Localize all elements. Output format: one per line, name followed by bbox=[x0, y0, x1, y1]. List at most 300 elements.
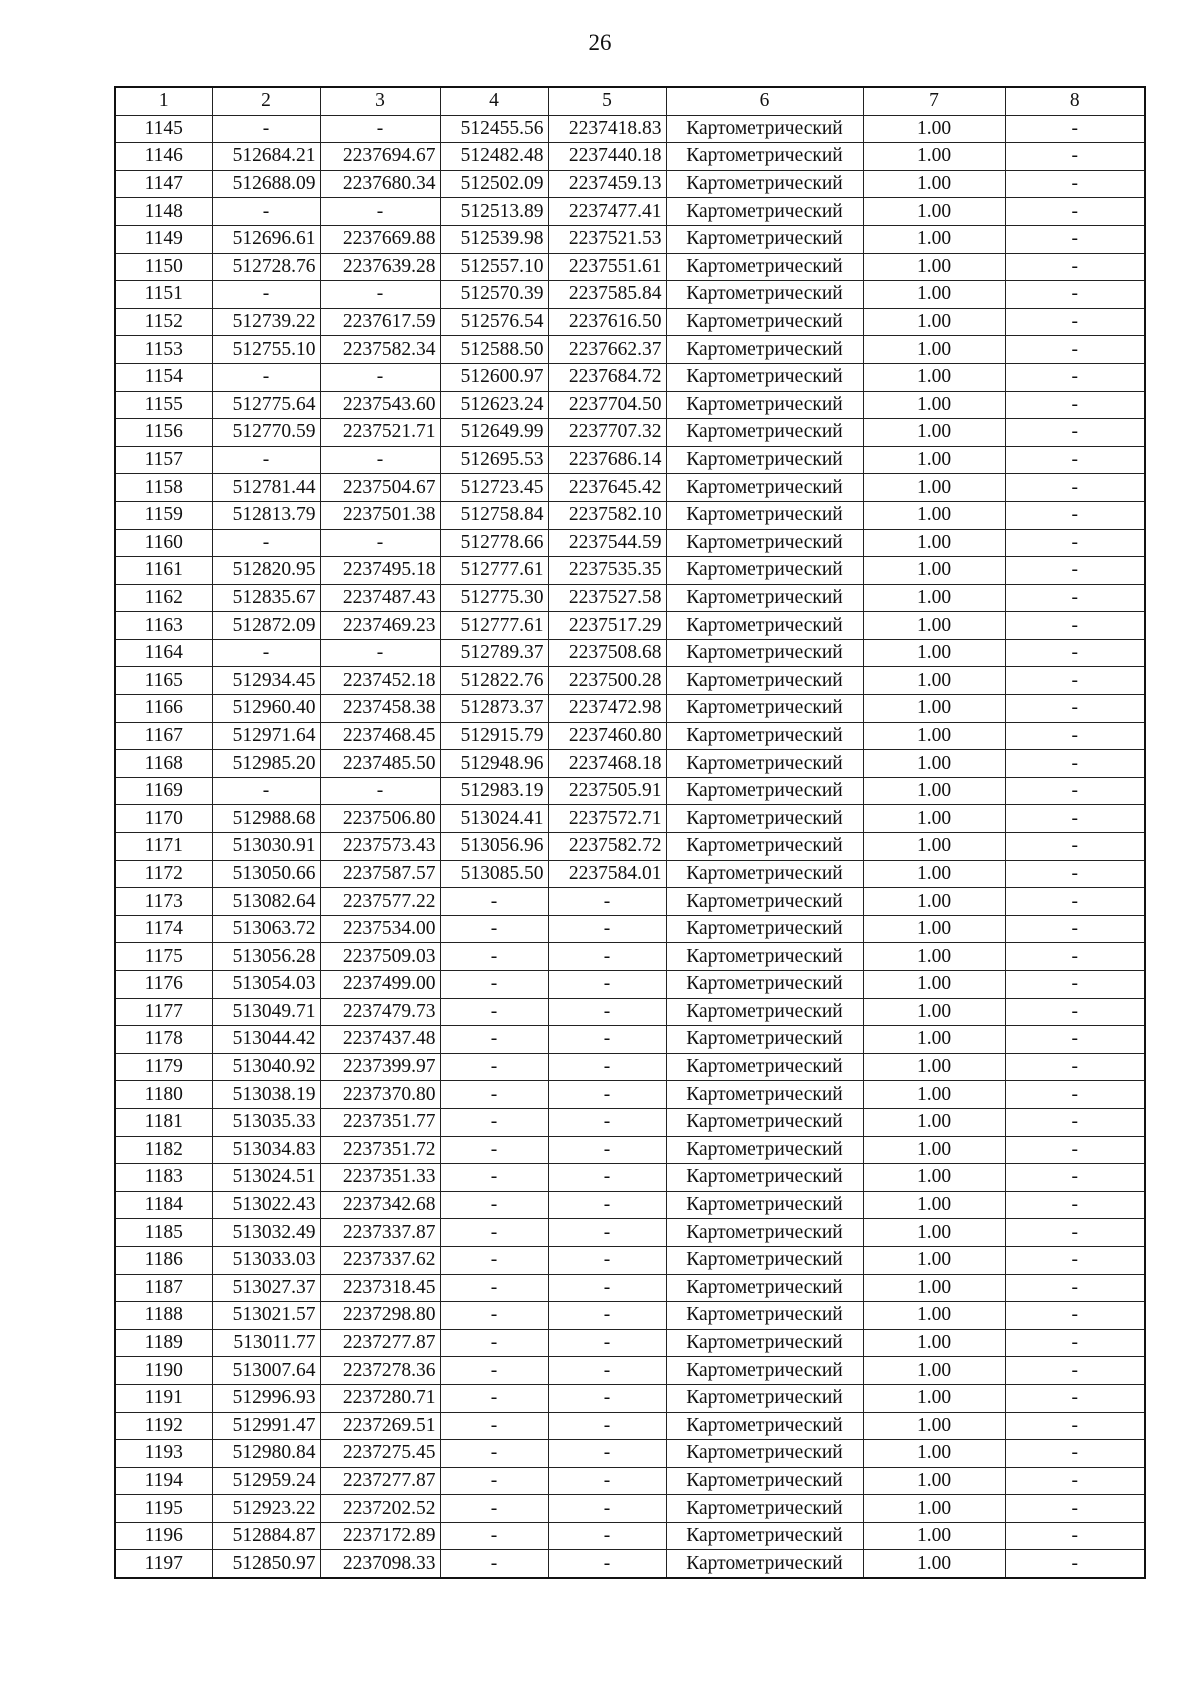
table-row bbox=[115, 1412, 1145, 1440]
cell-existing-y: 2237098.33 bbox=[320, 1550, 440, 1578]
table-row bbox=[115, 1246, 1145, 1274]
cell-point-number: 1159 bbox=[115, 501, 212, 529]
cell-new-x: - bbox=[440, 1274, 548, 1302]
cell-new-y: - bbox=[548, 1026, 666, 1054]
cell-new-y: - bbox=[548, 1329, 666, 1357]
cell-note: - bbox=[1005, 777, 1145, 805]
table-row bbox=[115, 419, 1145, 447]
cell-note: - bbox=[1005, 1274, 1145, 1302]
cell-method: Картометрический bbox=[666, 612, 863, 640]
table-row bbox=[115, 667, 1145, 695]
cell-method: Картометрический bbox=[666, 860, 863, 888]
column-header-1: 1 bbox=[115, 87, 212, 115]
cell-new-x: 513024.41 bbox=[440, 805, 548, 833]
table-row bbox=[115, 391, 1145, 419]
cell-existing-y: 2237495.18 bbox=[320, 557, 440, 585]
cell-precision: 1.00 bbox=[863, 971, 1005, 999]
cell-existing-x: 512820.95 bbox=[212, 557, 320, 585]
cell-method: Картометрический bbox=[666, 1550, 863, 1578]
cell-existing-y: 2237534.00 bbox=[320, 915, 440, 943]
cell-new-x: 512576.54 bbox=[440, 308, 548, 336]
cell-point-number: 1175 bbox=[115, 943, 212, 971]
cell-new-y: 2237505.91 bbox=[548, 777, 666, 805]
cell-method: Картометрический bbox=[666, 971, 863, 999]
cell-precision: 1.00 bbox=[863, 833, 1005, 861]
cell-note: - bbox=[1005, 750, 1145, 778]
cell-method: Картометрический bbox=[666, 888, 863, 916]
cell-existing-y: - bbox=[320, 639, 440, 667]
cell-new-x: 512600.97 bbox=[440, 363, 548, 391]
cell-new-x: 512789.37 bbox=[440, 639, 548, 667]
cell-method: Картометрический bbox=[666, 1495, 863, 1523]
cell-point-number: 1170 bbox=[115, 805, 212, 833]
cell-existing-y: 2237337.62 bbox=[320, 1246, 440, 1274]
cell-existing-x: 512688.09 bbox=[212, 170, 320, 198]
cell-precision: 1.00 bbox=[863, 1219, 1005, 1247]
cell-new-x: - bbox=[440, 1440, 548, 1468]
cell-note: - bbox=[1005, 722, 1145, 750]
cell-existing-y: 2237298.80 bbox=[320, 1302, 440, 1330]
cell-precision: 1.00 bbox=[863, 557, 1005, 585]
cell-new-y: - bbox=[548, 1219, 666, 1247]
cell-method: Картометрический bbox=[666, 1108, 863, 1136]
cell-new-x: 512570.39 bbox=[440, 281, 548, 309]
cell-new-x: - bbox=[440, 1412, 548, 1440]
cell-point-number: 1152 bbox=[115, 308, 212, 336]
cell-new-x: - bbox=[440, 1053, 548, 1081]
cell-note: - bbox=[1005, 667, 1145, 695]
cell-note: - bbox=[1005, 170, 1145, 198]
cell-new-x: - bbox=[440, 1026, 548, 1054]
cell-precision: 1.00 bbox=[863, 860, 1005, 888]
cell-new-x: - bbox=[440, 971, 548, 999]
cell-existing-x: 512728.76 bbox=[212, 253, 320, 281]
cell-precision: 1.00 bbox=[863, 225, 1005, 253]
cell-point-number: 1147 bbox=[115, 170, 212, 198]
cell-existing-x: 512980.84 bbox=[212, 1440, 320, 1468]
cell-point-number: 1148 bbox=[115, 198, 212, 226]
cell-method: Картометрический bbox=[666, 1081, 863, 1109]
cell-note: - bbox=[1005, 308, 1145, 336]
cell-point-number: 1166 bbox=[115, 695, 212, 723]
cell-precision: 1.00 bbox=[863, 1384, 1005, 1412]
cell-new-x: 512983.19 bbox=[440, 777, 548, 805]
cell-new-x: 512539.98 bbox=[440, 225, 548, 253]
cell-new-y: 2237508.68 bbox=[548, 639, 666, 667]
cell-precision: 1.00 bbox=[863, 363, 1005, 391]
cell-method: Картометрический bbox=[666, 391, 863, 419]
cell-existing-x: 513056.28 bbox=[212, 943, 320, 971]
cell-point-number: 1158 bbox=[115, 474, 212, 502]
cell-precision: 1.00 bbox=[863, 1191, 1005, 1219]
table-header-row bbox=[115, 87, 1145, 115]
cell-note: - bbox=[1005, 336, 1145, 364]
cell-new-y: - bbox=[548, 1550, 666, 1578]
cell-note: - bbox=[1005, 1302, 1145, 1330]
table-row bbox=[115, 170, 1145, 198]
cell-method: Картометрический bbox=[666, 225, 863, 253]
cell-new-y: 2237468.18 bbox=[548, 750, 666, 778]
cell-existing-y: 2237202.52 bbox=[320, 1495, 440, 1523]
cell-precision: 1.00 bbox=[863, 750, 1005, 778]
table-row bbox=[115, 1136, 1145, 1164]
cell-note: - bbox=[1005, 1550, 1145, 1578]
cell-method: Картометрический bbox=[666, 363, 863, 391]
cell-precision: 1.00 bbox=[863, 943, 1005, 971]
cell-existing-x: 512755.10 bbox=[212, 336, 320, 364]
cell-new-y: - bbox=[548, 1164, 666, 1192]
cell-existing-x: 513038.19 bbox=[212, 1081, 320, 1109]
cell-existing-y: 2237639.28 bbox=[320, 253, 440, 281]
cell-point-number: 1177 bbox=[115, 998, 212, 1026]
cell-note: - bbox=[1005, 1384, 1145, 1412]
cell-note: - bbox=[1005, 363, 1145, 391]
cell-point-number: 1176 bbox=[115, 971, 212, 999]
column-header-8: 8 bbox=[1005, 87, 1145, 115]
cell-existing-x: 513024.51 bbox=[212, 1164, 320, 1192]
cell-point-number: 1173 bbox=[115, 888, 212, 916]
cell-note: - bbox=[1005, 253, 1145, 281]
cell-precision: 1.00 bbox=[863, 115, 1005, 143]
cell-note: - bbox=[1005, 1246, 1145, 1274]
cell-existing-y: 2237543.60 bbox=[320, 391, 440, 419]
cell-existing-y: 2237468.45 bbox=[320, 722, 440, 750]
cell-new-x: - bbox=[440, 1108, 548, 1136]
cell-new-x: - bbox=[440, 1164, 548, 1192]
cell-existing-x: 513007.64 bbox=[212, 1357, 320, 1385]
cell-precision: 1.00 bbox=[863, 777, 1005, 805]
cell-existing-x: 513033.03 bbox=[212, 1246, 320, 1274]
cell-method: Картометрический bbox=[666, 501, 863, 529]
cell-point-number: 1157 bbox=[115, 446, 212, 474]
cell-existing-y: 2237521.71 bbox=[320, 419, 440, 447]
cell-existing-x: 513034.83 bbox=[212, 1136, 320, 1164]
cell-method: Картометрический bbox=[666, 115, 863, 143]
cell-method: Картометрический bbox=[666, 281, 863, 309]
cell-point-number: 1184 bbox=[115, 1191, 212, 1219]
cell-note: - bbox=[1005, 1412, 1145, 1440]
table-row bbox=[115, 1522, 1145, 1550]
cell-method: Картометрический bbox=[666, 915, 863, 943]
table-row bbox=[115, 281, 1145, 309]
cell-method: Картометрический bbox=[666, 253, 863, 281]
cell-method: Картометрический bbox=[666, 143, 863, 171]
cell-point-number: 1194 bbox=[115, 1467, 212, 1495]
column-header-2: 2 bbox=[212, 87, 320, 115]
cell-note: - bbox=[1005, 833, 1145, 861]
cell-existing-x: 512934.45 bbox=[212, 667, 320, 695]
cell-new-y: 2237551.61 bbox=[548, 253, 666, 281]
table-row bbox=[115, 695, 1145, 723]
cell-precision: 1.00 bbox=[863, 1522, 1005, 1550]
cell-note: - bbox=[1005, 888, 1145, 916]
cell-note: - bbox=[1005, 557, 1145, 585]
cell-existing-x: 513030.91 bbox=[212, 833, 320, 861]
cell-new-y: 2237707.32 bbox=[548, 419, 666, 447]
cell-new-x: 513056.96 bbox=[440, 833, 548, 861]
cell-existing-y: 2237499.00 bbox=[320, 971, 440, 999]
cell-precision: 1.00 bbox=[863, 1026, 1005, 1054]
table-row bbox=[115, 1081, 1145, 1109]
cell-new-y: - bbox=[548, 1467, 666, 1495]
cell-note: - bbox=[1005, 971, 1145, 999]
cell-new-x: - bbox=[440, 1302, 548, 1330]
cell-precision: 1.00 bbox=[863, 170, 1005, 198]
cell-precision: 1.00 bbox=[863, 584, 1005, 612]
cell-note: - bbox=[1005, 805, 1145, 833]
cell-point-number: 1197 bbox=[115, 1550, 212, 1578]
cell-existing-x: 512739.22 bbox=[212, 308, 320, 336]
cell-new-y: 2237572.71 bbox=[548, 805, 666, 833]
cell-new-x: - bbox=[440, 1136, 548, 1164]
cell-existing-x: 513021.57 bbox=[212, 1302, 320, 1330]
cell-existing-x: - bbox=[212, 777, 320, 805]
cell-existing-x: 512781.44 bbox=[212, 474, 320, 502]
cell-point-number: 1150 bbox=[115, 253, 212, 281]
cell-existing-y: 2237577.22 bbox=[320, 888, 440, 916]
cell-new-y: - bbox=[548, 888, 666, 916]
cell-existing-x: 512991.47 bbox=[212, 1412, 320, 1440]
cell-existing-y: 2237278.36 bbox=[320, 1357, 440, 1385]
cell-new-y: 2237616.50 bbox=[548, 308, 666, 336]
cell-method: Картометрический bbox=[666, 170, 863, 198]
cell-precision: 1.00 bbox=[863, 1108, 1005, 1136]
table-row bbox=[115, 115, 1145, 143]
cell-method: Картометрический bbox=[666, 943, 863, 971]
cell-existing-x: 513032.49 bbox=[212, 1219, 320, 1247]
cell-precision: 1.00 bbox=[863, 1246, 1005, 1274]
cell-new-x: - bbox=[440, 1467, 548, 1495]
cell-method: Картометрический bbox=[666, 1384, 863, 1412]
table-row bbox=[115, 1219, 1145, 1247]
cell-method: Картометрический bbox=[666, 722, 863, 750]
cell-precision: 1.00 bbox=[863, 1412, 1005, 1440]
cell-new-x: 512455.56 bbox=[440, 115, 548, 143]
cell-point-number: 1182 bbox=[115, 1136, 212, 1164]
cell-new-x: 512502.09 bbox=[440, 170, 548, 198]
cell-precision: 1.00 bbox=[863, 1274, 1005, 1302]
cell-existing-y: 2237587.57 bbox=[320, 860, 440, 888]
cell-new-x: 512758.84 bbox=[440, 501, 548, 529]
table-row bbox=[115, 143, 1145, 171]
table-row bbox=[115, 1302, 1145, 1330]
cell-new-x: 512723.45 bbox=[440, 474, 548, 502]
table-row bbox=[115, 1357, 1145, 1385]
cell-precision: 1.00 bbox=[863, 1357, 1005, 1385]
cell-method: Картометрический bbox=[666, 777, 863, 805]
table-row bbox=[115, 1026, 1145, 1054]
table-row bbox=[115, 225, 1145, 253]
cell-method: Картометрический bbox=[666, 529, 863, 557]
cell-note: - bbox=[1005, 1026, 1145, 1054]
cell-precision: 1.00 bbox=[863, 1495, 1005, 1523]
cell-note: - bbox=[1005, 1329, 1145, 1357]
cell-existing-y: 2237506.80 bbox=[320, 805, 440, 833]
cell-new-y: 2237517.29 bbox=[548, 612, 666, 640]
cell-method: Картометрический bbox=[666, 308, 863, 336]
cell-existing-y: 2237669.88 bbox=[320, 225, 440, 253]
cell-method: Картометрический bbox=[666, 639, 863, 667]
table-row bbox=[115, 1191, 1145, 1219]
cell-point-number: 1160 bbox=[115, 529, 212, 557]
cell-new-y: 2237459.13 bbox=[548, 170, 666, 198]
cell-new-x: 512822.76 bbox=[440, 667, 548, 695]
cell-new-x: - bbox=[440, 943, 548, 971]
table-row bbox=[115, 750, 1145, 778]
cell-new-x: 512623.24 bbox=[440, 391, 548, 419]
cell-point-number: 1181 bbox=[115, 1108, 212, 1136]
cell-existing-x: 513040.92 bbox=[212, 1053, 320, 1081]
cell-existing-x: 512959.24 bbox=[212, 1467, 320, 1495]
cell-new-y: 2237535.35 bbox=[548, 557, 666, 585]
table-row bbox=[115, 1108, 1145, 1136]
cell-new-y: 2237477.41 bbox=[548, 198, 666, 226]
cell-precision: 1.00 bbox=[863, 253, 1005, 281]
cell-method: Картометрический bbox=[666, 1136, 863, 1164]
cell-method: Картометрический bbox=[666, 198, 863, 226]
cell-precision: 1.00 bbox=[863, 501, 1005, 529]
cell-new-y: 2237704.50 bbox=[548, 391, 666, 419]
cell-new-x: 512915.79 bbox=[440, 722, 548, 750]
cell-new-y: - bbox=[548, 1412, 666, 1440]
cell-new-y: 2237500.28 bbox=[548, 667, 666, 695]
cell-existing-y: 2237351.72 bbox=[320, 1136, 440, 1164]
cell-method: Картометрический bbox=[666, 1302, 863, 1330]
cell-method: Картометрический bbox=[666, 1522, 863, 1550]
cell-new-x: 512778.66 bbox=[440, 529, 548, 557]
cell-new-x: 512513.89 bbox=[440, 198, 548, 226]
table-row bbox=[115, 446, 1145, 474]
cell-precision: 1.00 bbox=[863, 1467, 1005, 1495]
cell-point-number: 1155 bbox=[115, 391, 212, 419]
cell-point-number: 1172 bbox=[115, 860, 212, 888]
table-row bbox=[115, 1384, 1145, 1412]
cell-existing-x: 512988.68 bbox=[212, 805, 320, 833]
cell-existing-x: 512775.64 bbox=[212, 391, 320, 419]
table-row bbox=[115, 363, 1145, 391]
column-header-5: 5 bbox=[548, 87, 666, 115]
cell-point-number: 1169 bbox=[115, 777, 212, 805]
table-row bbox=[115, 529, 1145, 557]
cell-existing-x: 512850.97 bbox=[212, 1550, 320, 1578]
cell-note: - bbox=[1005, 529, 1145, 557]
cell-point-number: 1196 bbox=[115, 1522, 212, 1550]
cell-point-number: 1190 bbox=[115, 1357, 212, 1385]
cell-new-x: - bbox=[440, 1191, 548, 1219]
cell-existing-y: 2237342.68 bbox=[320, 1191, 440, 1219]
cell-method: Картометрический bbox=[666, 1191, 863, 1219]
cell-note: - bbox=[1005, 115, 1145, 143]
cell-new-x: 512557.10 bbox=[440, 253, 548, 281]
cell-new-y: 2237584.01 bbox=[548, 860, 666, 888]
cell-precision: 1.00 bbox=[863, 1329, 1005, 1357]
cell-existing-x: 512684.21 bbox=[212, 143, 320, 171]
cell-new-y: - bbox=[548, 1081, 666, 1109]
cell-new-y: - bbox=[548, 1357, 666, 1385]
cell-existing-x: 512960.40 bbox=[212, 695, 320, 723]
cell-note: - bbox=[1005, 860, 1145, 888]
cell-new-y: 2237472.98 bbox=[548, 695, 666, 723]
cell-point-number: 1163 bbox=[115, 612, 212, 640]
cell-existing-y: 2237277.87 bbox=[320, 1329, 440, 1357]
cell-new-y: - bbox=[548, 1053, 666, 1081]
cell-existing-x: - bbox=[212, 363, 320, 391]
cell-existing-x: 513050.66 bbox=[212, 860, 320, 888]
cell-precision: 1.00 bbox=[863, 419, 1005, 447]
cell-new-x: - bbox=[440, 1522, 548, 1550]
cell-note: - bbox=[1005, 1136, 1145, 1164]
cell-precision: 1.00 bbox=[863, 1053, 1005, 1081]
cell-new-y: - bbox=[548, 1522, 666, 1550]
cell-existing-y: - bbox=[320, 198, 440, 226]
cell-note: - bbox=[1005, 639, 1145, 667]
cell-note: - bbox=[1005, 1191, 1145, 1219]
cell-existing-x: 512971.64 bbox=[212, 722, 320, 750]
table-row bbox=[115, 777, 1145, 805]
column-header-6: 6 bbox=[666, 87, 863, 115]
cell-point-number: 1164 bbox=[115, 639, 212, 667]
cell-point-number: 1151 bbox=[115, 281, 212, 309]
cell-point-number: 1162 bbox=[115, 584, 212, 612]
cell-note: - bbox=[1005, 446, 1145, 474]
cell-existing-x: 512835.67 bbox=[212, 584, 320, 612]
table-row bbox=[115, 805, 1145, 833]
cell-precision: 1.00 bbox=[863, 639, 1005, 667]
table-row bbox=[115, 1164, 1145, 1192]
cell-method: Картометрический bbox=[666, 1246, 863, 1274]
cell-new-y: 2237662.37 bbox=[548, 336, 666, 364]
cell-point-number: 1195 bbox=[115, 1495, 212, 1523]
table-row bbox=[115, 1550, 1145, 1578]
cell-method: Картометрический bbox=[666, 446, 863, 474]
cell-point-number: 1174 bbox=[115, 915, 212, 943]
cell-method: Картометрический bbox=[666, 557, 863, 585]
cell-note: - bbox=[1005, 1081, 1145, 1109]
cell-point-number: 1161 bbox=[115, 557, 212, 585]
table-row bbox=[115, 1495, 1145, 1523]
table-row bbox=[115, 998, 1145, 1026]
table-row bbox=[115, 833, 1145, 861]
cell-method: Картометрический bbox=[666, 1164, 863, 1192]
cell-new-x: 512649.99 bbox=[440, 419, 548, 447]
cell-existing-y: - bbox=[320, 777, 440, 805]
cell-point-number: 1178 bbox=[115, 1026, 212, 1054]
cell-point-number: 1165 bbox=[115, 667, 212, 695]
cell-new-y: 2237521.53 bbox=[548, 225, 666, 253]
cell-note: - bbox=[1005, 998, 1145, 1026]
cell-existing-x: 512923.22 bbox=[212, 1495, 320, 1523]
cell-existing-y: 2237452.18 bbox=[320, 667, 440, 695]
cell-point-number: 1187 bbox=[115, 1274, 212, 1302]
cell-existing-y: 2237275.45 bbox=[320, 1440, 440, 1468]
cell-new-x: - bbox=[440, 1550, 548, 1578]
cell-existing-x: - bbox=[212, 281, 320, 309]
table-row bbox=[115, 253, 1145, 281]
cell-existing-x: 512996.93 bbox=[212, 1384, 320, 1412]
cell-existing-y: 2237509.03 bbox=[320, 943, 440, 971]
cell-existing-x: - bbox=[212, 529, 320, 557]
cell-new-y: 2237418.83 bbox=[548, 115, 666, 143]
cell-point-number: 1179 bbox=[115, 1053, 212, 1081]
cell-precision: 1.00 bbox=[863, 391, 1005, 419]
cell-point-number: 1180 bbox=[115, 1081, 212, 1109]
cell-new-x: 512775.30 bbox=[440, 584, 548, 612]
table-row bbox=[115, 1440, 1145, 1468]
cell-existing-x: - bbox=[212, 446, 320, 474]
cell-precision: 1.00 bbox=[863, 1081, 1005, 1109]
cell-new-x: 512777.61 bbox=[440, 557, 548, 585]
cell-new-x: - bbox=[440, 1219, 548, 1247]
